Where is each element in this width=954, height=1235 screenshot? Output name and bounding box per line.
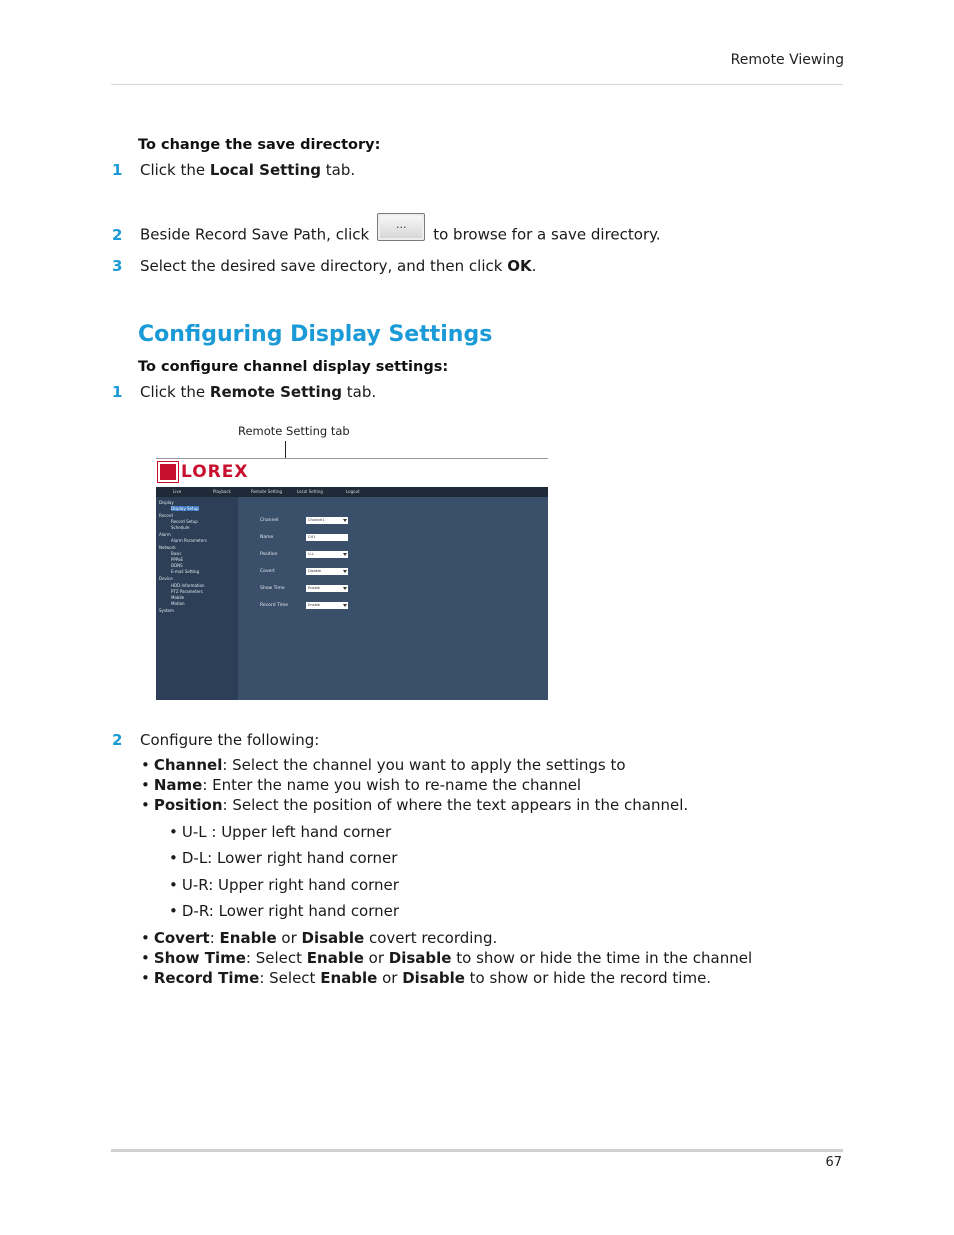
bullet-bold: Disable xyxy=(388,949,452,967)
sidebar-item: System xyxy=(159,608,174,613)
section-heading: Configuring Display Settings xyxy=(138,322,493,347)
dropdown-arrow-icon xyxy=(343,553,347,556)
page-number: 67 xyxy=(825,1155,842,1170)
field-value xyxy=(306,585,348,592)
dropdown-arrow-icon xyxy=(343,570,347,573)
subbullet-text: U-L : Upper left hand corner xyxy=(181,823,392,841)
sidebar-item: Alarm Parameters xyxy=(171,538,207,543)
bullet-position: • Position: Select the position of where the text appears in the channel. xyxy=(141,796,689,814)
field-label: Covert xyxy=(260,569,275,574)
bullet-text: to show or hide the record time. xyxy=(464,969,712,987)
running-header: Remote Viewing xyxy=(730,52,844,68)
bullet-text: or xyxy=(276,929,302,947)
lorex-logo xyxy=(158,463,249,481)
bullet-bold: Enable xyxy=(306,949,364,967)
subbullet-text: D-L: Lower right hand corner xyxy=(181,849,398,867)
bullet-text: to show or hide the time in the channel xyxy=(451,949,753,967)
browse-button-image: ... xyxy=(377,213,425,241)
subbullet-text: U-R: Upper right hand corner xyxy=(181,876,399,894)
bullet-covert: • Covert: Enable or Disable covert recording. xyxy=(141,929,498,947)
bullet-text: or xyxy=(363,949,389,967)
step-bold: OK xyxy=(507,257,532,275)
step-number: 3 xyxy=(112,257,123,275)
step-text: tab. xyxy=(342,383,377,401)
bullet-bold: Covert xyxy=(153,929,210,947)
field-value-text: Enable xyxy=(308,603,320,607)
sidebar-item: Network xyxy=(159,545,176,550)
field-label: Record Time xyxy=(260,603,288,608)
step-bold: Local Setting xyxy=(209,161,322,179)
field-label: Channel xyxy=(260,518,279,523)
subbullet-text: D-R: Lower right hand corner xyxy=(181,902,400,920)
step-text: Click the xyxy=(140,161,210,179)
step-1-local-setting xyxy=(112,161,355,179)
step-bold: Remote Setting xyxy=(209,383,343,401)
field-value-text: Disable xyxy=(308,569,321,573)
subheading-display-settings: To configure channel display settings: xyxy=(138,359,449,375)
sidebar-item: E-mail Setting xyxy=(171,569,200,574)
field-value xyxy=(306,534,348,541)
step-text: to browse for a save directory. xyxy=(433,225,661,244)
step-number: 2 xyxy=(112,731,123,749)
sidebar-item: HDD Information xyxy=(171,583,205,588)
tab-remote-setting: Remote Setting xyxy=(251,489,283,494)
step-text: . xyxy=(531,257,537,275)
step-text: Beside Record Save Path, click xyxy=(140,225,370,244)
bullet-bold: Disable xyxy=(301,929,365,947)
bullet-text: : Enter the name you wish to re-name the channel xyxy=(202,776,582,794)
sidebar-item: Motion xyxy=(171,601,185,606)
step-number: 1 xyxy=(112,383,123,401)
sidebar-item: Alarm xyxy=(159,532,171,537)
bullet-bold: Show Time xyxy=(153,949,246,967)
step-3-select-directory xyxy=(112,257,536,275)
sidebar-item-selected: Display Setup xyxy=(171,506,199,511)
sidebar-item: Device xyxy=(159,576,173,581)
tab-logout: Logout xyxy=(346,489,360,494)
step-number: 2 xyxy=(112,225,123,244)
sidebar-item: Record xyxy=(159,513,173,518)
tab-live: Live xyxy=(173,489,182,494)
logo-text: LOREX xyxy=(181,462,249,482)
step-1-remote-setting xyxy=(112,383,376,401)
bullet-bold: Disable xyxy=(402,969,465,987)
bullet-bold: Channel xyxy=(153,756,223,774)
subheading-save-directory: To change the save directory: xyxy=(138,137,381,153)
field-value xyxy=(306,602,348,609)
bullet-channel: • Channel: Select the channel you want to apply the settings to xyxy=(141,756,626,774)
bullet-bold: Enable xyxy=(219,929,277,947)
field-label: Position xyxy=(260,552,278,557)
header-rule xyxy=(111,84,843,85)
dropdown-arrow-icon xyxy=(343,604,347,607)
bullet-text: : Select the position of where the text appears in the channel. xyxy=(222,796,689,814)
callout-label: Remote Setting tab xyxy=(238,424,350,438)
dropdown-arrow-icon xyxy=(343,587,347,590)
bullet-bold: Enable xyxy=(320,969,378,987)
bullet-text: : Select the channel you want to apply the settings to xyxy=(222,756,626,774)
step-number: 1 xyxy=(112,161,123,179)
bullet-text: : Select xyxy=(245,949,307,967)
bullet-show-time: • Show Time: Select Enable or Disable to show or hide the time in the channel xyxy=(141,949,753,967)
step-text: Click the xyxy=(140,383,210,401)
step-text: Configure the following: xyxy=(140,731,320,749)
step-2-browse xyxy=(112,218,661,249)
embedded-screenshot xyxy=(156,458,548,700)
field-value-text: Enable xyxy=(308,586,320,590)
sidebar-item: Basic xyxy=(171,551,182,556)
field-value xyxy=(306,568,348,575)
field-label: Show Time xyxy=(260,586,285,591)
bullet-name: • Name: Enter the name you wish to re-name the channel xyxy=(141,776,582,794)
bullet-text: : xyxy=(209,929,220,947)
sidebar-item: PTZ Parameters xyxy=(171,589,203,594)
field-value-text: CH1 xyxy=(308,535,316,539)
subbullet: • D-L: Lower right hand corner xyxy=(169,849,398,867)
tab-local-setting: Local Setting xyxy=(297,489,323,494)
field-value xyxy=(306,551,348,558)
step-text: tab. xyxy=(321,161,356,179)
field-value-text: U-L xyxy=(308,552,314,556)
sidebar-item: Mobile xyxy=(171,595,185,600)
subbullet: • D-R: Lower right hand corner xyxy=(169,902,400,920)
bullet-bold: Name xyxy=(153,776,203,794)
step-text: Select the desired save directory, and then click xyxy=(140,257,508,275)
subbullet: • U-L : Upper left hand corner xyxy=(169,823,392,841)
subbullet: • U-R: Upper right hand corner xyxy=(169,876,399,894)
bullet-text: covert recording. xyxy=(364,929,498,947)
logo-mark-icon xyxy=(158,462,178,482)
field-value-text: Channel1 xyxy=(308,518,325,522)
sidebar-item: Display xyxy=(159,500,174,505)
bullet-record-time: • Record Time: Select Enable or Disable to show or hide the record time. xyxy=(141,969,712,987)
tab-playback: Playback xyxy=(213,489,231,494)
dropdown-arrow-icon xyxy=(343,519,347,522)
sidebar-item: DDNS xyxy=(171,563,183,568)
sidebar-item: Record Setup xyxy=(171,519,198,524)
step-2-configure xyxy=(112,731,319,749)
bullet-text: : Select xyxy=(259,969,321,987)
screenshot-tabbar xyxy=(156,487,548,497)
screenshot-content xyxy=(238,497,548,700)
sidebar-item: Schedule xyxy=(171,525,190,530)
screenshot-sidebar xyxy=(156,497,238,700)
bullet-bold: Position xyxy=(153,796,223,814)
sidebar-item: PPPoE xyxy=(171,557,184,562)
field-label: Name xyxy=(260,535,274,540)
bullet-text: or xyxy=(377,969,403,987)
bullet-bold: Record Time xyxy=(153,969,260,987)
footer-rule xyxy=(111,1149,843,1152)
field-value xyxy=(306,517,348,524)
